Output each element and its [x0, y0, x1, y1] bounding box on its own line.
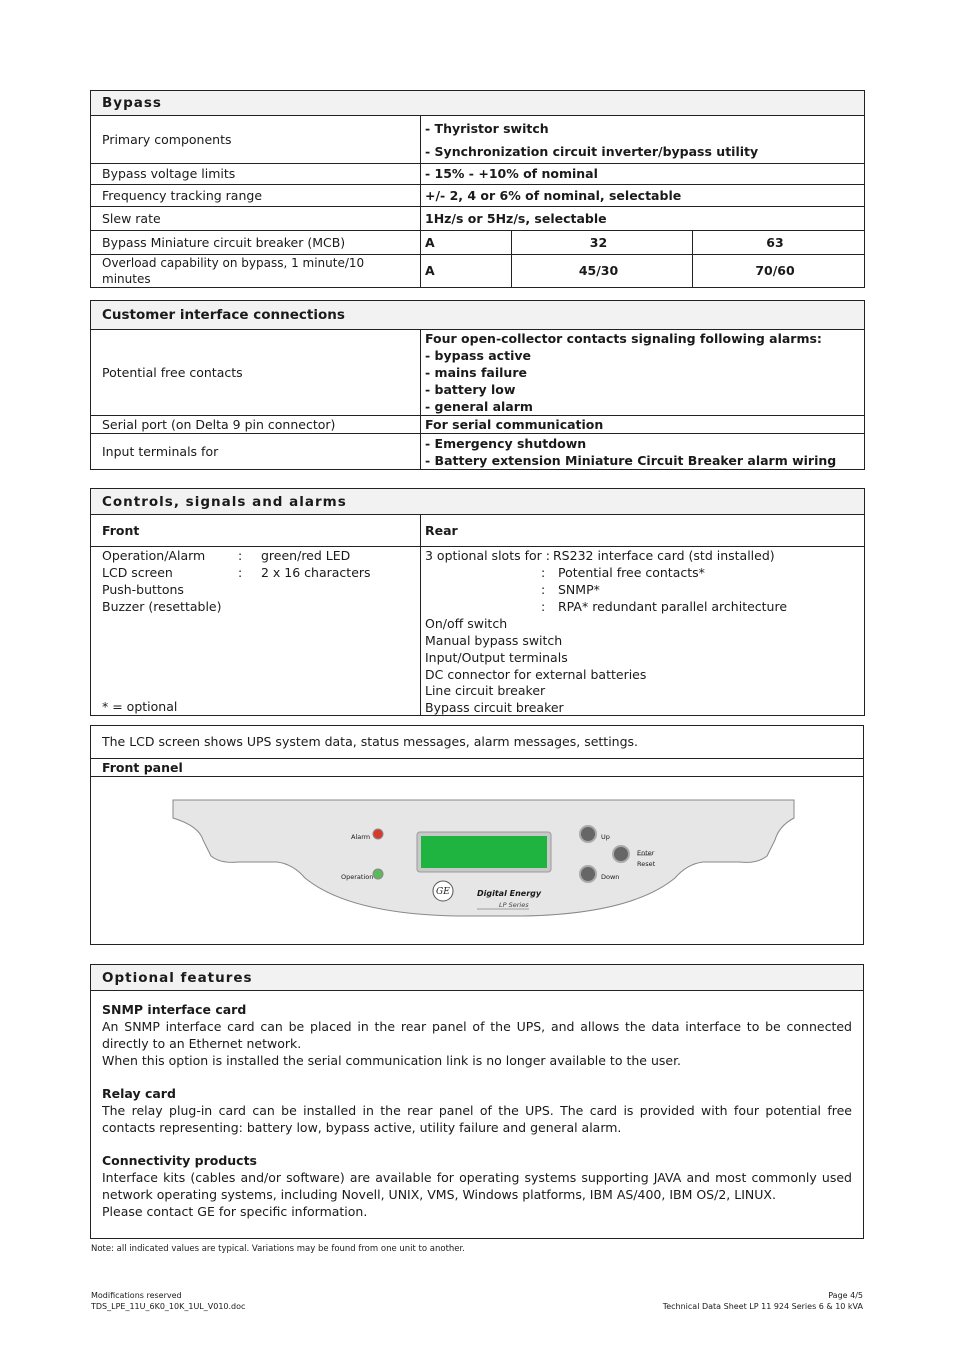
rear-item: Manual bypass switch [425, 633, 563, 648]
mcb-value-1: 32 [512, 231, 693, 255]
potential-free-line: - battery low [425, 382, 516, 397]
optional-features-title: Optional features [91, 965, 864, 991]
bypass-section [90, 90, 864, 288]
potential-free-line: - bypass active [425, 348, 531, 363]
mcb-value-2: 63 [693, 231, 865, 255]
front-item-label: Operation/Alarm [102, 548, 206, 563]
front-item-label: Buzzer (resettable) [102, 599, 222, 614]
alarm-led [373, 829, 383, 839]
bypass-table [90, 90, 865, 288]
slew-rate-value: 1Hz/s or 5Hz/s, selectable [421, 207, 865, 231]
rear-column [421, 547, 865, 716]
connectivity-heading: Connectivity products [102, 1153, 257, 1168]
footer-modifications: Modifications reserved [91, 1291, 182, 1300]
customer-interface-title: Customer interface connections [91, 301, 865, 330]
rear-item: Line circuit breaker [425, 683, 546, 698]
front-header: Front [91, 515, 421, 547]
front-item-value: 2 x 16 characters [261, 565, 371, 580]
overload-value-2: 70/60 [693, 255, 865, 288]
brand-series: LP Series [499, 900, 529, 909]
enter-button [613, 846, 629, 862]
primary-component-2: - Synchronization circuit inverter/bypass utility [425, 143, 759, 159]
relay-text: The relay plug-in card can be installed in the rear panel of the UPS. The card is provided with four potential free contacts representing: battery low, bypass active, utility failure and general alarm. [102, 1103, 852, 1135]
operation-label: Operation [341, 872, 374, 881]
operation-led [373, 869, 383, 879]
frequency-tracking-label: Frequency tracking range [91, 185, 421, 207]
bypass-voltage-label: Bypass voltage limits [91, 164, 421, 185]
serial-port-value: For serial communication [421, 416, 865, 434]
overload-value-1: 45/30 [512, 255, 693, 288]
snmp-heading: SNMP interface card [102, 1002, 247, 1017]
slew-rate-label: Slew rate [91, 207, 421, 231]
front-item-sep: : [238, 548, 243, 563]
values-note: Note: all indicated values are typical. Variations may be found from one unit to another. [91, 1244, 465, 1254]
bypass-title: Bypass [91, 91, 865, 116]
rear-slot: Potential free contacts* [558, 565, 705, 580]
rear-item: On/off switch [425, 616, 508, 631]
input-terminals-values [421, 434, 865, 470]
footer-doc-name: TDS_LPE_11U_6K0_10K_1UL_V010.doc [91, 1302, 246, 1311]
frequency-tracking-value: +/- 2, 4 or 6% of nominal, selectable [421, 185, 865, 207]
lcd-screen [421, 836, 547, 868]
mcb-label: Bypass Miniature circuit breaker (MCB) [91, 231, 421, 255]
ups-front-panel-drawing [91, 778, 863, 944]
input-terminals-label: Input terminals for [91, 434, 421, 470]
alarm-label: Alarm [351, 832, 371, 841]
snmp-text: An SNMP interface card can be placed in the rear panel of the UPS, and allows the data interface to be connected directly to an Ethernet network. [102, 1019, 852, 1051]
rear-slots-label: 3 optional slots for : [425, 548, 550, 563]
relay-heading: Relay card [102, 1086, 176, 1101]
bypass-voltage-value: - 15% - +10% of nominal [421, 164, 865, 185]
rear-header: Rear [421, 515, 865, 547]
snmp-text: When this option is installed the serial communication link is no longer available to the user. [102, 1053, 682, 1068]
connectivity-text: Interface kits (cables and/or software) are available for operating systems supporting JAVA and most commonly used network operating systems, including Novell, UNIX, VMS, Windows platforms, IBM AS/400, IBM OS/2, LINUX. [102, 1170, 852, 1202]
reset-label: Reset [637, 859, 656, 868]
front-item-sep: : [238, 565, 243, 580]
overload-unit: A [421, 255, 512, 288]
front-panel-label: Front panel [91, 759, 864, 777]
footer-left [91, 1290, 245, 1312]
up-label: Up [601, 832, 610, 841]
optional-features-body [91, 991, 864, 1239]
rear-slot-sep: : [541, 582, 546, 597]
front-item-label: Push-buttons [102, 582, 184, 597]
up-button [580, 826, 596, 842]
primary-components-label: Primary components [91, 116, 421, 164]
rear-slot-sep: : [541, 565, 546, 580]
ge-logo-text: GE [436, 886, 450, 897]
input-terminal-line: - Emergency shutdown [425, 435, 587, 451]
front-item-label: LCD screen [102, 565, 173, 580]
front-column [91, 547, 421, 716]
rear-item: Bypass circuit breaker [425, 700, 564, 715]
front-item-value: green/red LED [261, 548, 351, 563]
optional-features-table [90, 964, 864, 1239]
down-label: Down [601, 872, 620, 881]
rear-slot: RPA* redundant parallel architecture [558, 599, 788, 614]
customer-interface-table [90, 300, 865, 470]
front-panel-drawing-cell [91, 777, 864, 945]
overload-label: Overload capability on bypass, 1 minute/10 minutes [91, 255, 421, 288]
rear-item: Input/Output terminals [425, 650, 568, 665]
rear-slot: RS232 interface card (std installed) [553, 548, 775, 563]
mcb-unit: A [421, 231, 512, 255]
down-button [580, 866, 596, 882]
potential-free-values [421, 330, 865, 416]
input-terminal-line: - Battery extension Miniature Circuit Breaker alarm wiring [425, 452, 837, 468]
customer-interface-section [90, 300, 864, 470]
footer-page-number: Page 4/5 [828, 1291, 863, 1300]
footer-right [663, 1290, 863, 1312]
brand-name: Digital Energy [477, 888, 542, 898]
front-item-row [102, 547, 205, 564]
footer-doc-title: Technical Data Sheet LP 11 924 Series 6 & 10 kVA [662, 1302, 863, 1311]
controls-section [90, 488, 864, 716]
lcd-note: The LCD screen shows UPS system data, status messages, alarm messages, settings. [91, 726, 864, 759]
enter-label: Enter [637, 848, 655, 857]
primary-component-1: - Thyristor switch [425, 120, 549, 136]
potential-free-label: Potential free contacts [91, 330, 421, 416]
optional-features-section [90, 964, 864, 1239]
connectivity-text: Please contact GE for specific information. [102, 1204, 368, 1219]
rear-item: DC connector for external batteries [425, 667, 647, 682]
serial-port-label: Serial port (on Delta 9 pin connector) [91, 416, 421, 434]
rear-slot-sep: : [541, 599, 546, 614]
rear-slot: SNMP* [558, 582, 600, 597]
potential-free-line: - general alarm [425, 399, 533, 414]
potential-free-line: - mains failure [425, 365, 527, 380]
front-panel-table [90, 725, 864, 945]
controls-title: Controls, signals and alarms [91, 489, 865, 515]
potential-free-line: Four open-collector contacts signaling following alarms: [425, 331, 822, 346]
front-panel-section [90, 725, 864, 945]
optional-note: * = optional [102, 699, 178, 714]
primary-components-value [421, 116, 865, 164]
controls-table [90, 488, 865, 716]
